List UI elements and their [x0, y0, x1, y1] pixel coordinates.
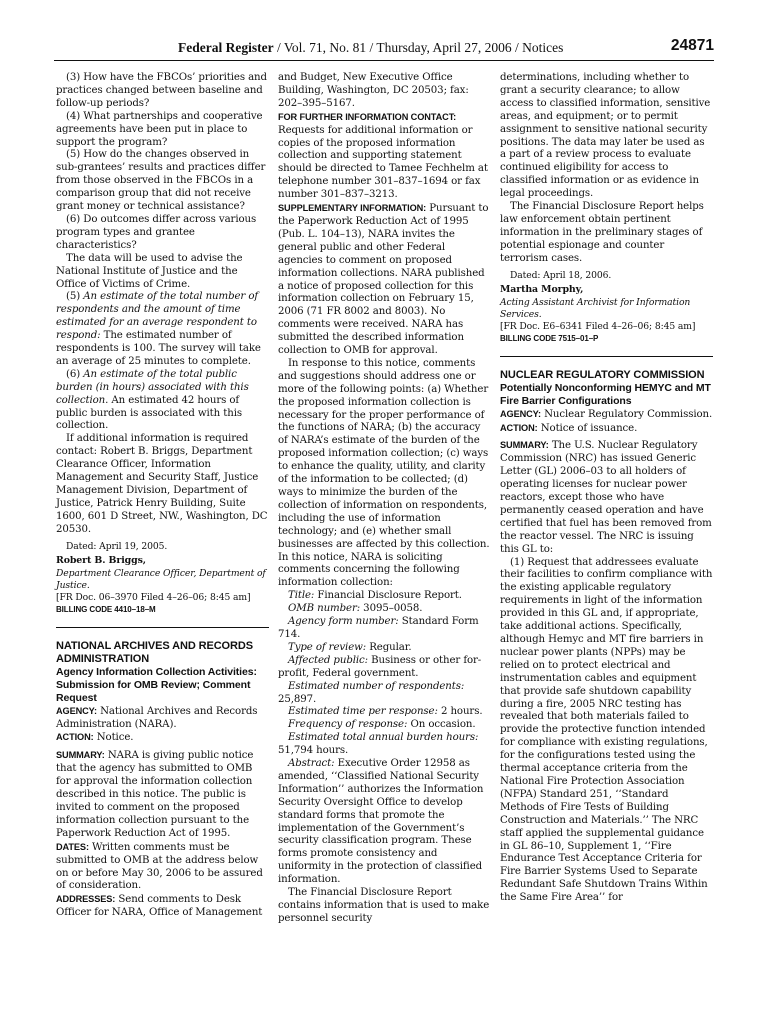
paragraph: In response to this notice, comments and suggestions should address one or more of the following points: (a) Whether the proposed information collection is necessary for the proper performance of the functions of NARA; (b) the accuracy of NARA’s estimate of the burden of the proposed information collection; (c) ways to enhance the quality, utility, and clarity of the information to be collected; (d) ways to minimize the burden of the collection of information on respondents, including the use of information technology; and (e) whether small businesses are affected by this collection. In this notice, NARA is soliciting comments concerning the following information collection: — [278, 357, 490, 589]
column-right — [500, 72, 713, 905]
action-field: ACTION: Notice. — [56, 732, 134, 744]
agency-form-number: Agency form number: Standard Form 714. — [278, 616, 479, 640]
section-divider — [500, 356, 713, 357]
paragraph: The Financial Disclosure Report helps law enforcement obtain pertinent information in the preliminary stages of potential espionage and counter terrorism cases. — [500, 201, 704, 264]
page-number: 24871 — [670, 37, 714, 54]
agency-field: AGENCY: National Archives and Records Administration (NARA). — [56, 705, 258, 730]
paragraph: (4) What partnerships and cooperative agreements have been put in place to support the program? — [56, 110, 263, 148]
affected-public: Affected public: Business or other for-profit, Federal government. — [278, 654, 482, 679]
abstract: Abstract: Executive Order 12958 as amended, ‘‘Classified National Security Information’’ authorizes the Information Security Oversight Office to develop standard forms that promote the implementation of the Government’s security classification program. These forms promote consistency and uniformity in the protection of classified information. — [278, 758, 484, 886]
type-of-review: Type of review: Regular. — [288, 641, 412, 653]
paragraph: (6) An estimate of the total public burden (in hours) associated with this collection. An estimated 42 hours of public burden is associated with this collection. — [56, 368, 249, 432]
paragraph: (1) Request that addressees evaluate their facilities to confirm compliance with the existing applicable regulatory requirements in light of the information provided in this GL and, if appropriate, take additional actions. Specifically, although Hemyc and MT fire barriers in nuclear power plants (NPPs) may be relied on to protect electrical and instrumentation cables and equipment that provide safe shutdown capability during a fire, 2005 NRC testing has revealed that both materials failed to provide the protective function intended for compliance with existing regulations, for the configurations tested using the thermal acceptance criteria from the National Fire Protection Association (NFPA) Standard 251, ‘‘Standard Methods of Fire Tests of Building Construction and Materials.’’ The NRC staff applied the supplemental guidance in GL 86–10, Supplement 1, ‘‘Fire Endurance Test Acceptance Criteria for Fire Barrier Systems Used to Separate Redundant Safe Shutdown Trains Within the Same Fire Area’’ for — [500, 556, 713, 904]
response-frequency: Frequency of response: On occasion. — [288, 719, 476, 731]
agency-heading: NATIONAL ARCHIVES AND RECORDS ADMINISTRATION — [56, 639, 253, 665]
fr-doc-line: [FR Doc. E6–6341 Filed 4–26–06; 8:45 am] — [500, 320, 696, 332]
section-divider — [56, 627, 269, 628]
paragraph: (3) How have the FBCOs’ priorities and practices changed between baseline and follow-up periods? — [56, 72, 267, 109]
omb-number: OMB number: 3095–0058. — [288, 603, 423, 615]
agency-heading: NUCLEAR REGULATORY COMMISSION — [500, 368, 705, 381]
issue-info: / Vol. 71, No. 81 / Thursday, April 27, 2006 / Notices — [273, 40, 564, 55]
dated-line: Dated: April 18, 2006. — [510, 269, 612, 281]
burden-hours: Estimated total annual burden hours: 51,794 hours. — [278, 732, 479, 757]
column-middle — [278, 72, 491, 926]
signer-title: Department Clearance Officer, Department of Justice. — [56, 568, 266, 592]
supplementary-field: SUPPLEMENTARY INFORMATION: Pursuant to the Paperwork Reduction Act of 1995 (Pub. L. 104–13), NARA invites the general public and other Federal agencies to comment on proposed information collections. NARA published a notice of proposed collection for this information collection on February 15, 2006 (71 FR 8002 and 8003). No comments were received. NARA has submitted the described information collection to OMB for approval. — [278, 203, 489, 357]
paragraph: (5) How do the changes observed in sub-grantees’ results and practices differ from those observed in the FBCOs in a comparison group that did not receive grant money or technical assistance? — [56, 149, 266, 213]
header-citation — [178, 40, 563, 56]
signer-name: Robert B. Briggs, — [56, 555, 146, 567]
paragraph: and Budget, New Executive Office Building, Washington, DC 20503; fax: 202–395–5167. — [278, 72, 469, 109]
paragraph: (5) An estimate of the total number of respondents and the amount of time estimated for an average respondent to respond: The estimated number of respondents is 100. The survey will take an average of 25 minutes to complete. — [56, 291, 261, 367]
signer-title: Acting Assistant Archivist for Information Services. — [500, 297, 691, 321]
journal-name: Federal Register — [178, 40, 274, 55]
column-left — [56, 72, 269, 920]
paragraph: The data will be used to advise the National Institute of Justice and the Office of Victims of Crime. — [56, 252, 243, 290]
paragraph: The Financial Disclosure Report contains information that is used to make personnel security — [278, 887, 490, 924]
summary-field: SUMMARY: NARA is giving public notice that the agency has submitted to OMB for approval the information collection described in this notice. The public is invited to comment on the proposed information collection pursuant to the Paperwork Reduction Act of 1995. — [56, 750, 254, 839]
fr-doc-line: [FR Doc. 06–3970 Filed 4–26–06; 8:45 am] — [56, 591, 251, 603]
billing-code: BILLING CODE 4410–18–M — [56, 604, 156, 614]
dates-field: DATES: Written comments must be submitted to OMB at the address below on or before May 30, 2006 to be assured of consideration. — [56, 841, 263, 892]
summary-field: SUMMARY: The U.S. Nuclear Regulatory Commission (NRC) has issued Generic Letter (GL) 2006–03 to all holders of operating licenses for nuclear power reactors, except those who have permanently ceased operation and have certified that fuel has been removed from the reactor vessel. The NRC is issuing this GL to: — [500, 440, 712, 555]
paragraph: determinations, including whether to grant a security clearance; to allow access to classified information, sensitive areas, and equipment; or to permit assignment to sensitive national security positions. The data may later be used as a part of a review process to evaluate continued eligibility for access to classified information or as evidence in legal proceedings. — [500, 72, 711, 200]
paragraph: (6) Do outcomes differ across various program types and grantee characteristics? — [56, 213, 257, 251]
agency-field: AGENCY: Nuclear Regulatory Commission. — [500, 408, 713, 420]
signer-name: Martha Morphy, — [500, 284, 584, 296]
notice-subject: Agency Information Collection Activities: Submission for OMB Review; Comment Request — [56, 665, 257, 704]
addresses-field: ADDRESSES: Send comments to Desk Officer for NARA, Office of Management — [56, 894, 263, 919]
collection-title: Title: Financial Disclosure Report. — [288, 590, 462, 602]
running-header — [54, 38, 714, 61]
time-per-response: Estimated time per response: 2 hours. — [288, 706, 483, 718]
action-field: ACTION: Notice of issuance. — [500, 422, 638, 434]
contact-field: FOR FURTHER INFORMATION CONTACT: Requests for additional information or copies of the proposed information collection and supporting statement should be directed to Tamee Fechhelm at telephone number 301–837–1694 or fax number 301–837–3213. — [278, 111, 488, 201]
dated-line: Dated: April 19, 2005. — [66, 540, 168, 552]
respondents-estimate: Estimated number of respondents: 25,897. — [278, 680, 465, 705]
paragraph: If additional information is required contact: Robert B. Briggs, Department Clearance Officer, Information Management and Security Staff, Justice Management Division, Department of Justice, Patrick Henry Building, Suite 1600, 601 D Street, NW., Washington, DC 20530. — [56, 433, 268, 535]
notice-subject: Potentially Nonconforming HEMYC and MT Fire Barrier Configurations — [500, 381, 711, 407]
billing-code: BILLING CODE 7515–01–P — [500, 333, 599, 343]
